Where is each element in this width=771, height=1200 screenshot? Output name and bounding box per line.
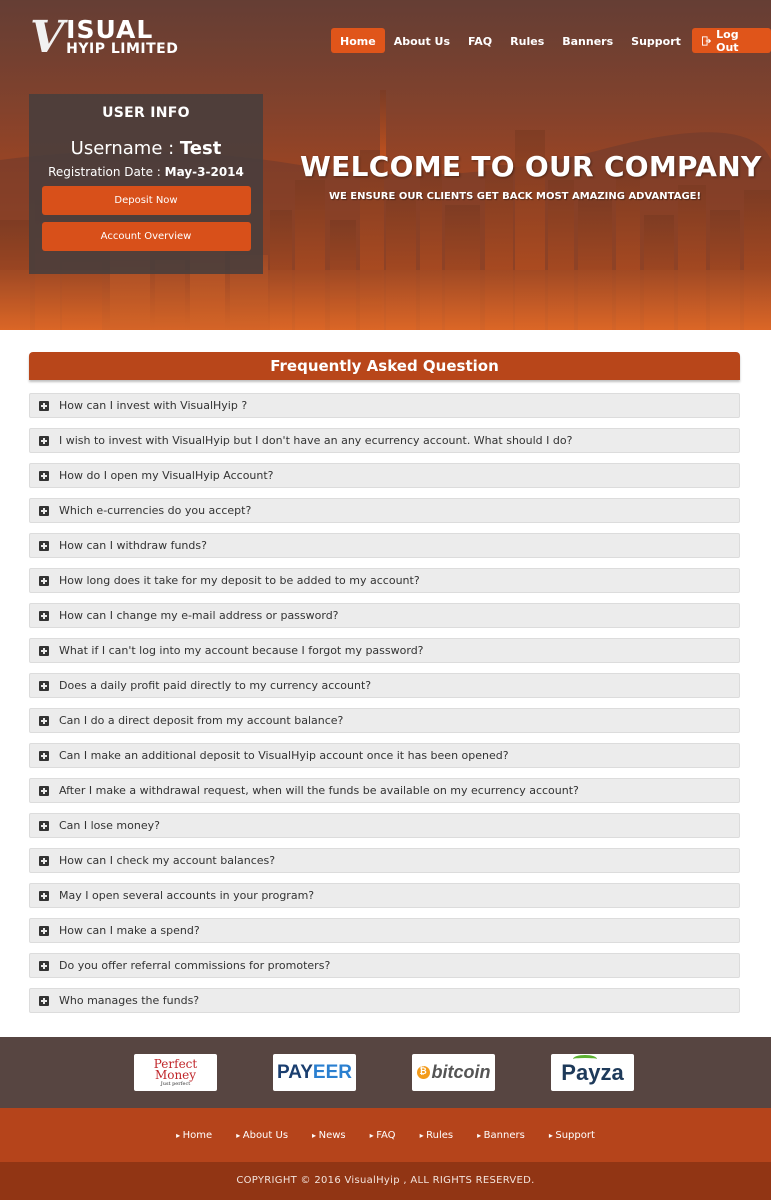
perfect-money-logo[interactable] [134, 1054, 217, 1091]
payment-logos-bar [0, 1037, 771, 1108]
faq-question: Can I lose money? [59, 819, 160, 832]
logo-main-text: ISUAL [66, 15, 154, 44]
plus-icon [39, 821, 49, 831]
faq-item[interactable] [29, 918, 740, 943]
account-overview-button[interactable]: Account Overview [42, 222, 251, 251]
perfect-money-text-1: Perfect [153, 1056, 198, 1071]
bitcoin-text: bitcoin [431, 1062, 491, 1082]
plus-icon [39, 891, 49, 901]
faq-item[interactable] [29, 603, 740, 628]
plus-icon [39, 576, 49, 586]
plus-icon [39, 401, 49, 411]
plus-icon [39, 961, 49, 971]
logout-label: Log Out [716, 27, 739, 54]
faq-section [29, 352, 740, 1023]
nav-banners[interactable]: Banners [562, 35, 614, 48]
footer-nav-news[interactable]: ▸ News [312, 1130, 346, 1141]
faq-item[interactable] [29, 533, 740, 558]
faq-item[interactable] [29, 708, 740, 733]
faq-question: How do I open my VisualHyip Account? [59, 469, 274, 482]
plus-icon [39, 996, 49, 1006]
logo-sub-text: HYIP LIMITED [66, 41, 179, 57]
faq-question: How can I withdraw funds? [59, 539, 207, 552]
faq-item[interactable] [29, 813, 740, 838]
faq-item[interactable] [29, 673, 740, 698]
payeer-text-1: PAY [277, 1061, 313, 1083]
username-label: Username : [70, 138, 175, 159]
welcome-block [300, 150, 762, 202]
nav-about-us[interactable]: About Us [393, 35, 451, 48]
faq-question: Which e-currencies do you accept? [59, 504, 252, 517]
plus-icon [39, 786, 49, 796]
welcome-subtitle: WE ENSURE OUR CLIENTS GET BACK MOST AMAZING ADVANTAGE! [328, 191, 702, 202]
bitcoin-logo[interactable] [412, 1054, 495, 1091]
faq-item[interactable] [29, 778, 740, 803]
faq-item[interactable] [29, 428, 740, 453]
faq-question: May I open several accounts in your program? [59, 889, 315, 902]
hero-banner [0, 0, 771, 330]
registration-label: Registration Date : [48, 165, 161, 179]
plus-icon [39, 681, 49, 691]
plus-icon [39, 471, 49, 481]
registration-line [29, 165, 263, 179]
nav-rules[interactable]: Rules [510, 35, 545, 48]
faq-question: How can I change my e-mail address or password? [59, 609, 339, 622]
perfect-money-text-2: Money [154, 1067, 197, 1082]
logo-letter: V [30, 12, 65, 63]
bitcoin-coin-icon: ₿ [417, 1066, 430, 1079]
user-info-panel [29, 94, 263, 274]
nav-home[interactable]: Home [331, 28, 385, 53]
faq-question: Does a daily profit paid directly to my currency account? [59, 679, 372, 692]
welcome-title: WELCOME TO OUR COMPANY [300, 150, 762, 183]
copyright-text: COPYRIGHT © 2016 VisualHyip , ALL RIGHTS RESERVED. [0, 1162, 771, 1200]
faq-question: How can I invest with VisualHyip ? [59, 399, 248, 412]
user-info-title: USER INFO [102, 105, 190, 121]
logout-icon [702, 36, 711, 46]
perfect-money-tagline: Just perfect [160, 1080, 191, 1087]
faq-question: What if I can't log into my account because I forgot my password? [59, 644, 424, 657]
footer-nav-banners[interactable]: ▸ Banners [477, 1130, 525, 1141]
footer-nav-faq[interactable]: ▸ FAQ [370, 1130, 396, 1141]
faq-question: Do you offer referral commissions for promoters? [59, 959, 331, 972]
plus-icon [39, 436, 49, 446]
faq-list [29, 393, 740, 1013]
payza-text: Payza [561, 1059, 624, 1085]
plus-icon [39, 506, 49, 516]
faq-item[interactable] [29, 953, 740, 978]
username-line [29, 138, 263, 159]
faq-question: How can I check my account balances? [59, 854, 276, 867]
nav-faq[interactable]: FAQ [468, 35, 493, 48]
footer-nav-about-us[interactable]: ▸ About Us [236, 1130, 288, 1141]
faq-question: How can I make a spend? [59, 924, 200, 937]
plus-icon [39, 646, 49, 656]
faq-question: I wish to invest with VisualHyip but I don't have an any ecurrency account. What should I do? [59, 434, 573, 447]
faq-item[interactable] [29, 743, 740, 768]
faq-question: How long does it take for my deposit to be added to my account? [59, 574, 420, 587]
faq-item[interactable] [29, 393, 740, 418]
nav-support[interactable]: Support [631, 35, 681, 48]
registration-date: May-3-2014 [164, 165, 244, 179]
faq-item[interactable] [29, 988, 740, 1013]
faq-question: After I make a withdrawal request, when will the funds be available on my ecurrency account? [59, 784, 579, 797]
deposit-now-button[interactable]: Deposit Now [42, 186, 251, 215]
payza-logo[interactable] [551, 1054, 634, 1091]
logout-button[interactable] [692, 28, 771, 53]
faq-item[interactable] [29, 463, 740, 488]
faq-item[interactable] [29, 498, 740, 523]
faq-header: Frequently Asked Question [29, 352, 740, 380]
plus-icon [39, 856, 49, 866]
payza-arc-icon [573, 1055, 597, 1063]
faq-item[interactable] [29, 848, 740, 873]
plus-icon [39, 751, 49, 761]
main-nav [331, 28, 771, 53]
faq-item[interactable] [29, 568, 740, 593]
payeer-logo[interactable] [273, 1054, 356, 1091]
footer-nav-home[interactable]: ▸ Home [176, 1130, 212, 1141]
plus-icon [39, 716, 49, 726]
footer-nav-rules[interactable]: ▸ Rules [420, 1130, 454, 1141]
faq-question: Can I make an additional deposit to VisualHyip account once it has been opened? [59, 749, 509, 762]
footer-nav [0, 1108, 771, 1162]
site-logo[interactable] [30, 12, 179, 63]
faq-item[interactable] [29, 883, 740, 908]
faq-question: Can I do a direct deposit from my account balance? [59, 714, 344, 727]
plus-icon [39, 541, 49, 551]
faq-item[interactable] [29, 638, 740, 663]
plus-icon [39, 926, 49, 936]
footer-nav-support[interactable]: ▸ Support [549, 1130, 595, 1141]
faq-question: Who manages the funds? [59, 994, 200, 1007]
username-value: Test [179, 138, 222, 159]
payeer-text-2: EER [312, 1061, 352, 1083]
plus-icon [39, 611, 49, 621]
